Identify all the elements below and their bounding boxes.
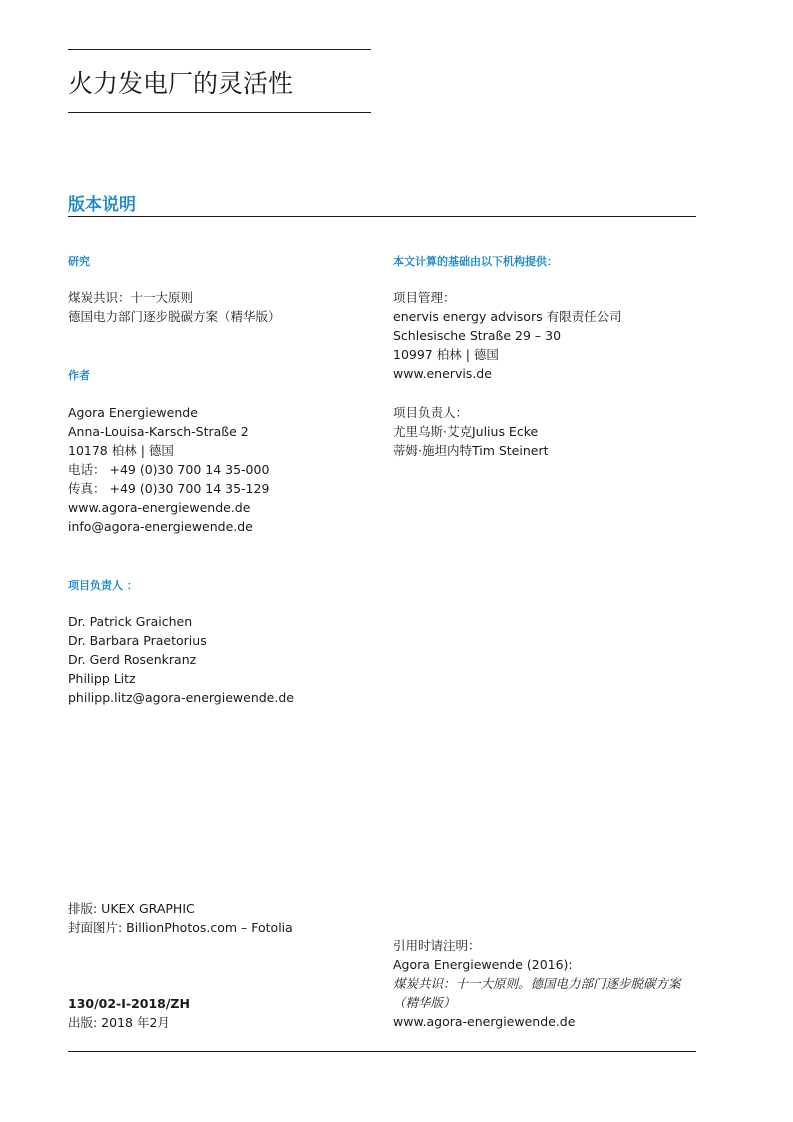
author-street: Anna-Louisa-Karsch-Straße 2 — [68, 424, 249, 439]
provider-label: 本文计算的基础由以下机构提供： — [393, 255, 558, 268]
management-heading: 项目管理： — [393, 290, 456, 305]
project-lead-name: Dr. Barbara Praetorius — [68, 633, 207, 648]
publication-code: 130/02-I-2018/ZH — [68, 996, 190, 1011]
footer-rule — [68, 1051, 696, 1052]
project-lead-name: Philipp Litz — [68, 671, 136, 686]
citation-title: 煤炭共识：十一大原则。德国电力部门逐步脱碳方案 — [393, 976, 681, 991]
credits-block — [68, 899, 293, 937]
author-city: 10178 柏林 | 德国 — [68, 443, 174, 458]
author-email-link[interactable]: info@agora-energiewende.de — [68, 519, 253, 534]
title-bottom-rule — [68, 112, 371, 113]
citation-title-suffix: （精华版） — [393, 995, 456, 1010]
project-lead-name: Dr. Gerd Rosenkranz — [68, 652, 197, 667]
provider-lead-name: 尤里乌斯·艾克Julius Ecke — [393, 424, 539, 439]
project-lead-email-link[interactable]: philipp.litz@agora-energiewende.de — [68, 690, 294, 705]
cover-image-credit: 封面图片: BillionPhotos.com – Fotolia — [68, 920, 293, 935]
provider-management-block — [393, 288, 622, 383]
title-top-rule — [68, 49, 371, 50]
citation-heading: 引用时请注明： — [393, 938, 481, 953]
project-lead-name: Dr. Patrick Graichen — [68, 614, 193, 629]
provider-leads-block — [393, 403, 549, 460]
publication-date: 出版: 2018 年2月 — [68, 1015, 170, 1030]
provider-lead-name: 蒂姆·施坦内特Tim Steinert — [393, 443, 549, 458]
author-block — [68, 403, 269, 536]
research-line: 德国电力部门逐步脱碳方案（精华版） — [68, 309, 281, 324]
management-street: Schlesische Straße 29 – 30 — [393, 328, 562, 343]
section-heading: 版本说明 — [68, 195, 136, 215]
publication-block — [68, 994, 190, 1032]
author-name: Agora Energiewende — [68, 405, 198, 420]
author-phone: 电话： +49 (0)30 700 14 35-000 — [68, 462, 270, 477]
citation-author: Agora Energiewende (2016): — [393, 957, 573, 972]
page-title: 火力发电厂的灵活性 — [68, 69, 294, 98]
author-website-link[interactable]: www.agora-energiewende.de — [68, 500, 251, 515]
project-leads-label: 项目负责人 ： — [68, 579, 138, 592]
research-line: 煤炭共识：十一大原则 — [68, 290, 194, 305]
section-rule — [68, 216, 696, 217]
project-leads-block — [68, 612, 294, 707]
author-fax: 传真： +49 (0)30 700 14 35-129 — [68, 481, 270, 496]
management-website-link[interactable]: www.enervis.de — [393, 366, 492, 381]
citation-website-link[interactable]: www.agora-energiewende.de — [393, 1014, 576, 1029]
layout-credit: 排版: UKEX GRAPHIC — [68, 901, 195, 916]
author-label: 作者 — [68, 369, 90, 382]
management-city: 10997 柏林 | 德国 — [393, 347, 499, 362]
provider-leads-heading: 项目负责人： — [393, 405, 469, 420]
research-block — [68, 288, 281, 326]
citation-block — [393, 936, 681, 1031]
research-label: 研究 — [68, 255, 90, 268]
management-company: enervis energy advisors 有限责任公司 — [393, 309, 622, 324]
